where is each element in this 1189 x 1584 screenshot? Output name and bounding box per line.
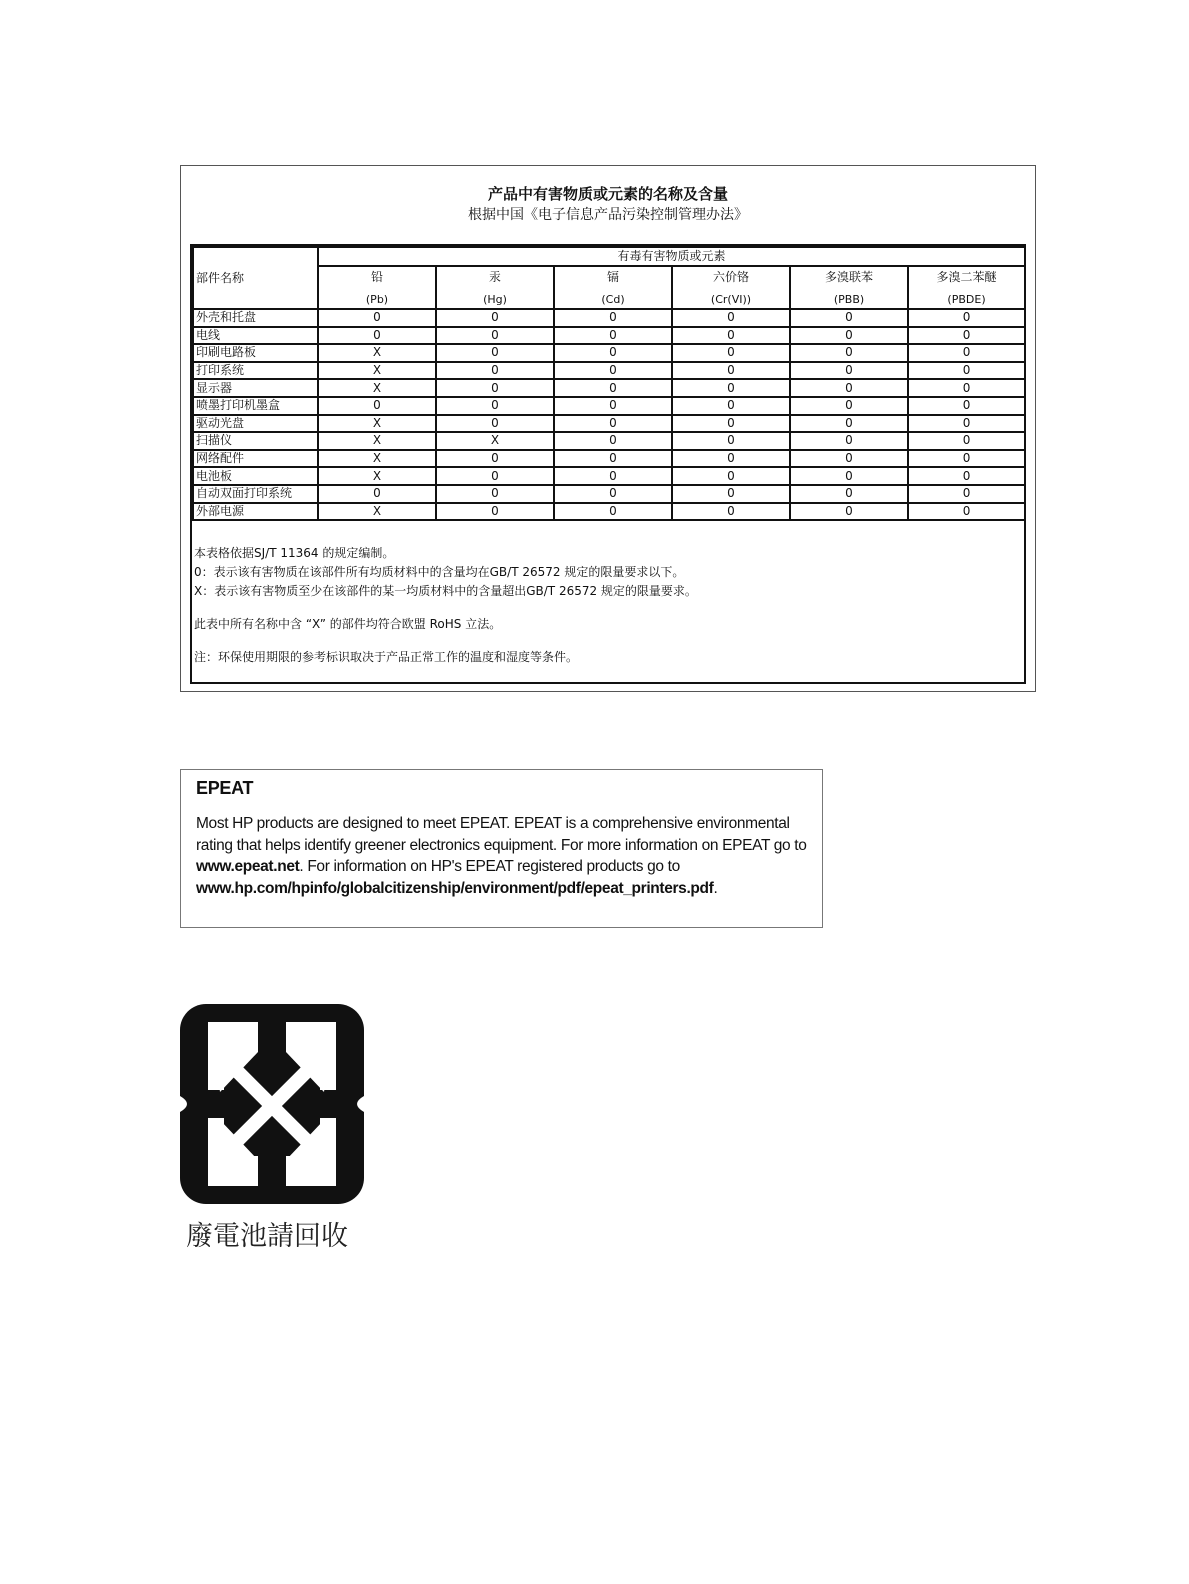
substance-name: 多溴二苯醚 (936, 270, 997, 284)
rohs-table-frame (190, 244, 1026, 684)
rohs-subtitle: 根据中国《电子信息产品污染控制管理办法》 (468, 207, 748, 223)
substance-value-cell: 0 (908, 397, 1025, 415)
substance-value-cell: 0 (554, 327, 672, 345)
substance-group-header: 有毒有害物质或元素 (318, 247, 1025, 266)
substance-value-cell: 0 (790, 362, 908, 380)
substance-value-cell: 0 (554, 309, 672, 327)
substance-value-cell: 0 (790, 397, 908, 415)
substance-value-cell: X (318, 344, 436, 362)
substance-header (554, 266, 672, 309)
epeat-body (196, 813, 816, 899)
substance-value-cell: 0 (908, 450, 1025, 468)
epeat-link[interactable]: www.epeat.net (196, 858, 300, 875)
note-zero: 0：表示该有害物质在该部件所有均质材料中的含量均在GB/T 26572 规定的限量要求以下。 (194, 565, 685, 579)
substance-value-cell: 0 (790, 344, 908, 362)
substance-value-cell: 0 (790, 467, 908, 485)
note-basis: 本表格依据SJ/T 11364 的规定编制。 (194, 546, 395, 560)
hazard-table-body (193, 309, 1025, 520)
table-row (193, 397, 1025, 415)
substance-header (318, 266, 436, 309)
substance-value-cell: 0 (908, 327, 1025, 345)
epeat-box (180, 769, 823, 928)
table-row (193, 379, 1025, 397)
substance-value-cell: 0 (672, 485, 790, 503)
substance-value-cell: 0 (908, 362, 1025, 380)
substance-symbol: (Hg) (483, 293, 507, 306)
substance-value-cell: 0 (790, 415, 908, 433)
table-row (193, 467, 1025, 485)
substance-value-cell: 0 (790, 379, 908, 397)
substance-value-cell: 0 (436, 415, 554, 433)
table-row (193, 344, 1025, 362)
substance-value-cell: 0 (436, 485, 554, 503)
substance-value-cell: 0 (436, 397, 554, 415)
substance-symbol: (PBB) (833, 293, 865, 306)
substance-header (672, 266, 790, 309)
epeat-text-1: Most HP products are designed to meet EPEAT. EPEAT is a comprehensive environmental rating that helps identify greener electronics equipment. For more information on EPEAT go to (196, 815, 807, 854)
substance-header (908, 266, 1025, 309)
substance-value-cell: X (436, 432, 554, 450)
part-name-header: 部件名称 (193, 247, 318, 309)
substance-value-cell: 0 (318, 397, 436, 415)
substance-value-cell: 0 (908, 344, 1025, 362)
substance-value-cell: 0 (436, 362, 554, 380)
substance-value-cell: 0 (672, 415, 790, 433)
substance-name: 六价铬 (712, 270, 749, 284)
substance-name: 汞 (488, 270, 501, 284)
recycle-caption: 廢電池請回收 (186, 1221, 348, 1252)
substance-value-cell: 0 (436, 503, 554, 521)
table-row (193, 485, 1025, 503)
table-row (193, 327, 1025, 345)
substance-value-cell: 0 (672, 467, 790, 485)
part-name-cell: 印刷电路板 (193, 344, 318, 362)
substance-value-cell: 0 (908, 485, 1025, 503)
substance-name: 镉 (606, 270, 619, 284)
substance-value-cell: 0 (790, 327, 908, 345)
substance-value-cell: X (318, 379, 436, 397)
substance-symbol: (Cr(VI)) (710, 293, 752, 306)
substance-value-cell: 0 (908, 415, 1025, 433)
substance-name: 铅 (370, 270, 383, 284)
substance-value-cell: 0 (672, 432, 790, 450)
table-row (193, 362, 1025, 380)
part-name-cell: 驱动光盘 (193, 415, 318, 433)
substance-value-cell: 0 (908, 467, 1025, 485)
substance-value-cell: 0 (554, 467, 672, 485)
substance-value-cell: 0 (554, 485, 672, 503)
substance-value-cell: 0 (908, 503, 1025, 521)
note-rohs: 此表中所有名称中含 “X” 的部件均符合欧盟 RoHS 立法。 (194, 617, 502, 631)
epeat-text-3: . (713, 879, 718, 897)
substance-value-cell: 0 (790, 485, 908, 503)
substance-value-cell: 0 (554, 344, 672, 362)
table-notes (194, 544, 1014, 667)
substance-value-cell: 0 (554, 397, 672, 415)
substance-value-cell: 0 (318, 327, 436, 345)
substance-name: 多溴联苯 (824, 270, 873, 284)
substance-value-cell: X (318, 467, 436, 485)
substance-value-cell: 0 (672, 327, 790, 345)
substance-value-cell: 0 (318, 309, 436, 327)
battery-recycle-icon (180, 1004, 364, 1204)
substance-value-cell: 0 (554, 362, 672, 380)
substance-value-cell: 0 (318, 485, 436, 503)
substance-value-cell: 0 (672, 309, 790, 327)
substance-value-cell: 0 (790, 503, 908, 521)
substance-value-cell: 0 (672, 450, 790, 468)
substance-value-cell: 0 (908, 432, 1025, 450)
part-name-cell: 扫描仪 (193, 432, 318, 450)
part-name-cell: 自动双面打印系统 (193, 485, 318, 503)
substance-value-cell: 0 (436, 309, 554, 327)
substance-value-cell: 0 (436, 467, 554, 485)
part-name-cell: 喷墨打印机墨盒 (193, 397, 318, 415)
hazard-table (192, 246, 1026, 521)
substance-value-cell: 0 (672, 344, 790, 362)
part-name-cell: 外部电源 (193, 503, 318, 521)
substance-value-cell: 0 (790, 450, 908, 468)
table-row (193, 503, 1025, 521)
substance-value-cell: 0 (436, 327, 554, 345)
substance-value-cell: 0 (790, 432, 908, 450)
substance-header (790, 266, 908, 309)
substance-header (436, 266, 554, 309)
substance-value-cell: 0 (672, 503, 790, 521)
substance-value-cell: 0 (672, 397, 790, 415)
substance-value-cell: 0 (672, 362, 790, 380)
substance-header-row (193, 266, 1025, 309)
substance-value-cell: 0 (908, 379, 1025, 397)
substance-value-cell: 0 (436, 450, 554, 468)
table-row (193, 432, 1025, 450)
substance-value-cell: 0 (436, 344, 554, 362)
substance-value-cell: X (318, 362, 436, 380)
substance-symbol: (PBDE) (947, 293, 986, 306)
table-row (193, 415, 1025, 433)
substance-value-cell: 0 (790, 309, 908, 327)
table-row (193, 309, 1025, 327)
substance-value-cell: 0 (554, 415, 672, 433)
substance-symbol: (Cd) (601, 293, 625, 306)
part-name-cell: 电池板 (193, 467, 318, 485)
substance-value-cell: 0 (672, 379, 790, 397)
hp-epeat-link[interactable]: www.hp.com/hpinfo/globalcitizenship/environment/pdf/epeat_printers.pdf (196, 879, 714, 897)
part-name-cell: 网络配件 (193, 450, 318, 468)
epeat-text-2: . For information on HP's EPEAT registered products go to (299, 858, 680, 875)
part-name-cell: 打印系统 (193, 362, 318, 380)
part-name-cell: 外壳和托盘 (193, 309, 318, 327)
substance-value-cell: X (318, 503, 436, 521)
substance-value-cell: 0 (554, 432, 672, 450)
epeat-heading: EPEAT (196, 778, 254, 798)
substance-value-cell: 0 (554, 450, 672, 468)
substance-value-cell: X (318, 432, 436, 450)
substance-value-cell: X (318, 415, 436, 433)
note-environment: 注：环保使用期限的参考标识取决于产品正常工作的温度和湿度等条件。 (194, 650, 579, 664)
substance-value-cell: 0 (554, 379, 672, 397)
part-name-cell: 电线 (193, 327, 318, 345)
substance-value-cell: 0 (554, 503, 672, 521)
substance-symbol: (Pb) (365, 293, 389, 306)
substance-value-cell: 0 (436, 379, 554, 397)
table-row (193, 450, 1025, 468)
substance-value-cell: 0 (908, 309, 1025, 327)
part-name-cell: 显示器 (193, 379, 318, 397)
note-x: X：表示该有害物质至少在该部件的某一均质材料中的含量超出GB/T 26572 规定的限量要求。 (194, 584, 697, 598)
substance-value-cell: X (318, 450, 436, 468)
rohs-title: 产品中有害物质或元素的名称及含量 (487, 185, 728, 203)
